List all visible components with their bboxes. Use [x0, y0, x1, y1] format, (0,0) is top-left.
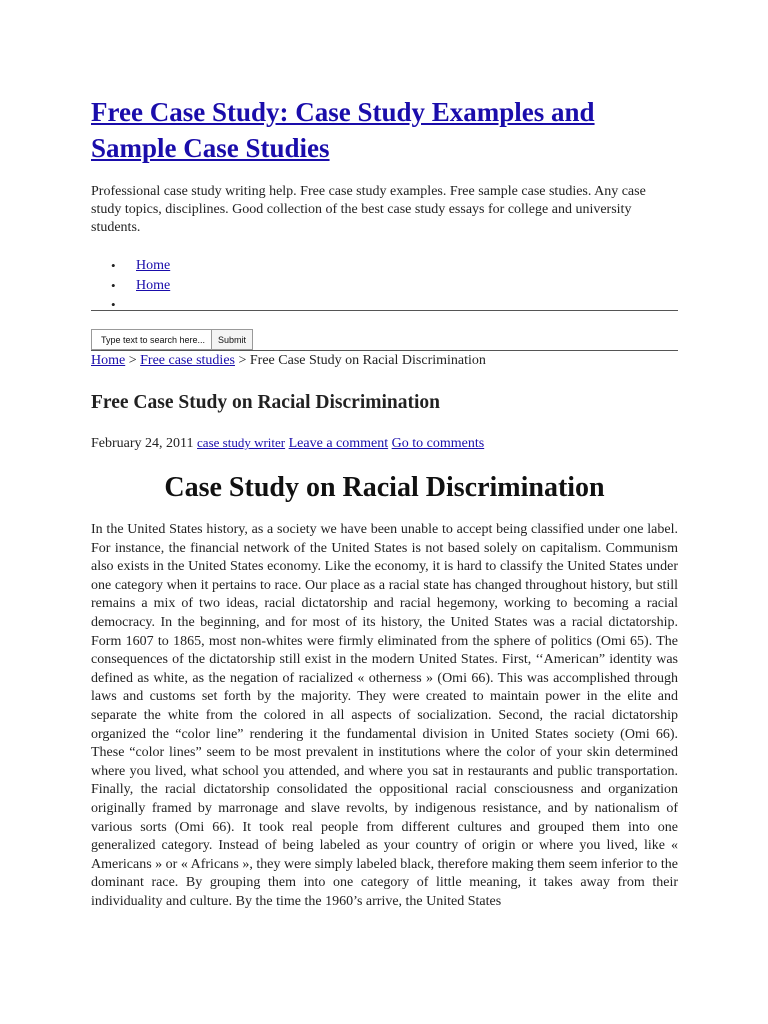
- nav-link-home[interactable]: Home: [136, 258, 171, 273]
- search-input[interactable]: [91, 329, 211, 350]
- article-body: In the United States history, as a society we have been unable to accept being classified under one label. For instance, the financial network of the United States is not based solely on capitalism. Communism also exists in the United States economy. Like the economy, it is hard to classify the United States under one category when it pertains to race. Our place as a racial state has changed throughout history, but still remains a mix of two ideas, racial dictatorship and racial hegemony, working to becoming a racial democracy. In the beginning, and for most of its history, the United States was a racial dictatorship. Form 1607 to 1865, most non-whites were firmly eliminated from the sphere of politics (Omi 65). The consequences of the dictatorship still exist in the modern United States. First, ‘‘American” identity was defined as white, as the negation of racialized « otherness » (Omi 66). This was accomplished through laws and customs set forth by the majority. They were created to maintain power in the elite and separate the white from the colored in all aspects of socialization. Second, the racial dictatorship organized the “color line” rendering it the fundamental division in United States society (Omi 66). These “color lines” seem to be most prevalent in institutions where the color of your skin determined where you lived, what school you attended, and where you sat in restaurants and public transportation. Finally, the racial dictatorship consolidated the oppositional racial consciousness and organization originally framed by marronage and slave revolts, by indigenous resistance, and by nationalism of various sorts (Omi 66). It took real people from different cultures and grouped them into one generalized category. Instead of being labeled as your country of origin or where you lived, like « Americans » or « Africans », they were simply labeled black, therefore making them seem inferior to the dominant race. By grouping them into one category of little meaning, it takes away from their individuality and culture. By the time the 1960’s arrive, the United States: [91, 522, 678, 909]
- bullet-icon: •: [111, 297, 116, 312]
- search-divider: [91, 350, 678, 351]
- breadcrumb-separator: >: [234, 353, 250, 368]
- nav-link-home-2[interactable]: Home: [136, 277, 171, 293]
- bullet-icon: •: [111, 277, 116, 293]
- nav-menu: [91, 256, 678, 315]
- search-submit-button[interactable]: Submit: [211, 329, 253, 350]
- nav-item-home: [91, 256, 678, 276]
- breadcrumb-current: Free Case Study on Racial Discrimination: [249, 353, 486, 368]
- nav-item-home-2: [91, 276, 678, 296]
- nav-item-empty: [91, 295, 678, 315]
- site-description: Professional case study writing help. Free case study examples. Free sample case studies. Any case study topics, disciplines. Good collection of the best case study essays for college and university students.: [91, 184, 646, 235]
- post-title: Free Case Study on Racial Discrimination: [91, 392, 441, 413]
- go-to-comments-link[interactable]: Go to comments: [391, 436, 485, 451]
- breadcrumb-category-link[interactable]: Free case studies: [140, 353, 235, 368]
- search-form: [91, 329, 253, 350]
- post-meta: [91, 434, 484, 453]
- bullet-icon: •: [111, 258, 116, 273]
- post-date: February 24, 2011: [91, 436, 194, 451]
- breadcrumb: [91, 352, 486, 370]
- nav-divider: [91, 310, 678, 311]
- breadcrumb-separator: >: [125, 353, 141, 368]
- article-heading: Case Study on Racial Discrimination: [164, 472, 605, 503]
- post-author-link[interactable]: case study writer: [197, 435, 286, 450]
- breadcrumb-home-link[interactable]: Home: [91, 353, 126, 368]
- site-title: [91, 94, 678, 166]
- site-title-link[interactable]: Free Case Study: Case Study Examples and Sample Case Studies: [91, 97, 595, 163]
- leave-comment-link[interactable]: Leave a comment: [288, 436, 389, 451]
